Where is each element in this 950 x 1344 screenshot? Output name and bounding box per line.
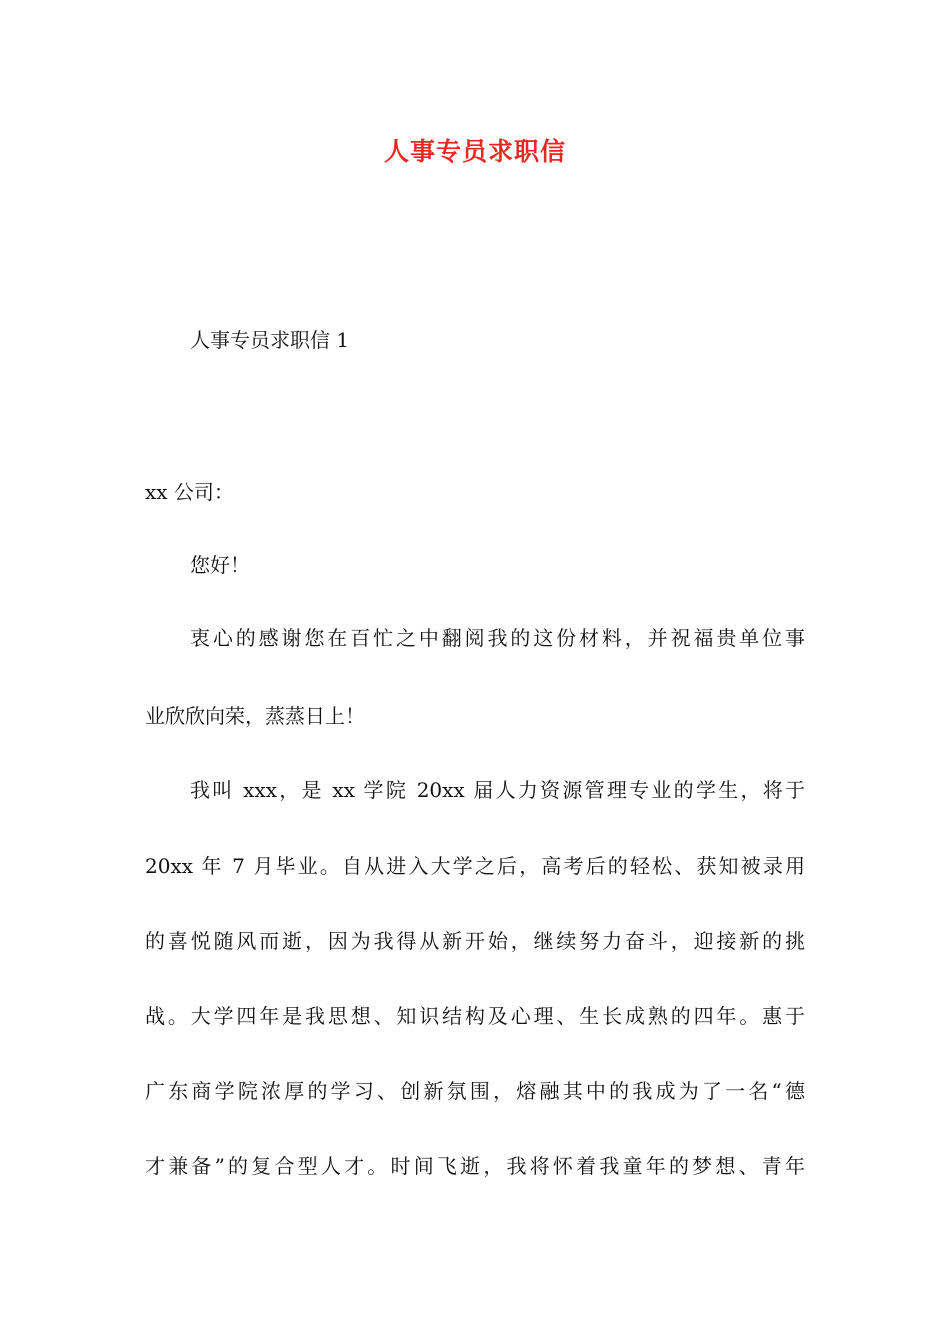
paragraph-line: 业欣欣向荣，蒸蒸日上！ <box>145 704 365 728</box>
paragraph-line: 的喜悦随风而逝，因为我得从新开始，继续努力奋斗，迎接新的挑 <box>145 929 805 953</box>
paragraph-line: 战。大学四年是我思想、知识结构及心理、生长成熟的四年。惠于 <box>145 1004 805 1028</box>
document-title: 人事专员求职信 <box>383 137 566 166</box>
section-heading: 人事专员求职信 1 <box>190 328 350 352</box>
paragraph-line: 20xx 年 7 月毕业。自从进入大学之后，高考后的轻松、获知被录用 <box>145 854 805 878</box>
paragraph-line: 我叫 xxx，是 xx 学院 20xx 届人力资源管理专业的学生，将于 <box>190 778 805 802</box>
greeting: 您好！ <box>190 553 250 577</box>
paragraph-line: 广东商学院浓厚的学习、创新氛围，熔融其中的我成为了一名“德 <box>145 1079 805 1103</box>
salutation: xx 公司： <box>145 480 234 504</box>
paragraph-line: 才兼备”的复合型人才。时间飞逝，我将怀着我童年的梦想、青年 <box>145 1154 805 1178</box>
paragraph-line: 衷心的感谢您在百忙之中翻阅我的这份材料，并祝福贵单位事 <box>190 626 805 650</box>
